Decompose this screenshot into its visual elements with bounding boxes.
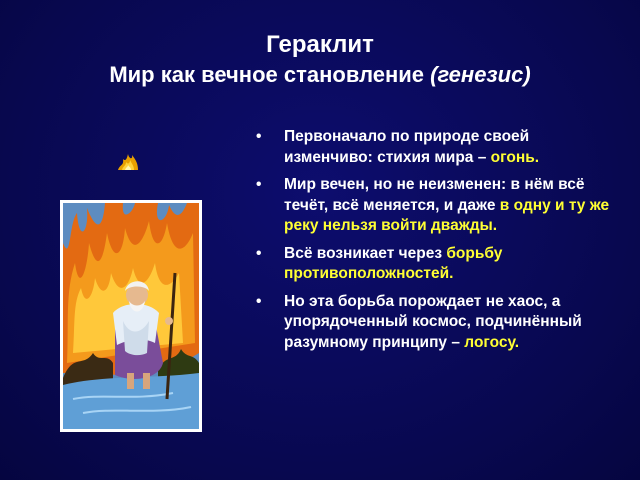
- subtitle: [0, 60, 640, 90]
- subtitle-main: Мир как вечное становление: [109, 62, 431, 87]
- bullet-text: Но эта борьба порождает не хаос, а упорядоченный космос, подчинённый разумному принципу –: [284, 292, 582, 351]
- bullet-dot: •: [256, 244, 262, 262]
- bullet-highlight: логосу.: [464, 333, 520, 351]
- bullet-dot: •: [256, 128, 262, 145]
- list-item: [256, 244, 616, 285]
- heraclitus-image: [63, 203, 199, 429]
- bullet-text: Первоначало по природе своей изменчиво: стихия мира –: [284, 128, 530, 166]
- bullet-text: Всё возникает через: [284, 244, 447, 262]
- title-heading: Гераклит: [266, 31, 374, 58]
- bullet-list: [256, 127, 616, 360]
- list-item: [256, 175, 616, 237]
- bullet-highlight: борьбу противоположностей.: [284, 244, 503, 282]
- bullet-highlight: огонь.: [490, 148, 540, 166]
- subtitle-italic: (генезис): [430, 62, 531, 87]
- list-item: [256, 127, 616, 168]
- bullet-text: Мир вечен, но не неизменен: в нём всё течёт, всё меняется, и даже: [284, 176, 585, 214]
- flame-icon: [116, 150, 140, 172]
- bullet-dot: •: [256, 176, 262, 193]
- slide-title: [0, 30, 640, 90]
- heraclitus-illustration: [60, 200, 202, 432]
- bullet-dot: •: [256, 292, 262, 310]
- bullet-highlight: в одну и ту же реку нельзя войти дважды.: [284, 196, 610, 234]
- list-item: [256, 292, 616, 354]
